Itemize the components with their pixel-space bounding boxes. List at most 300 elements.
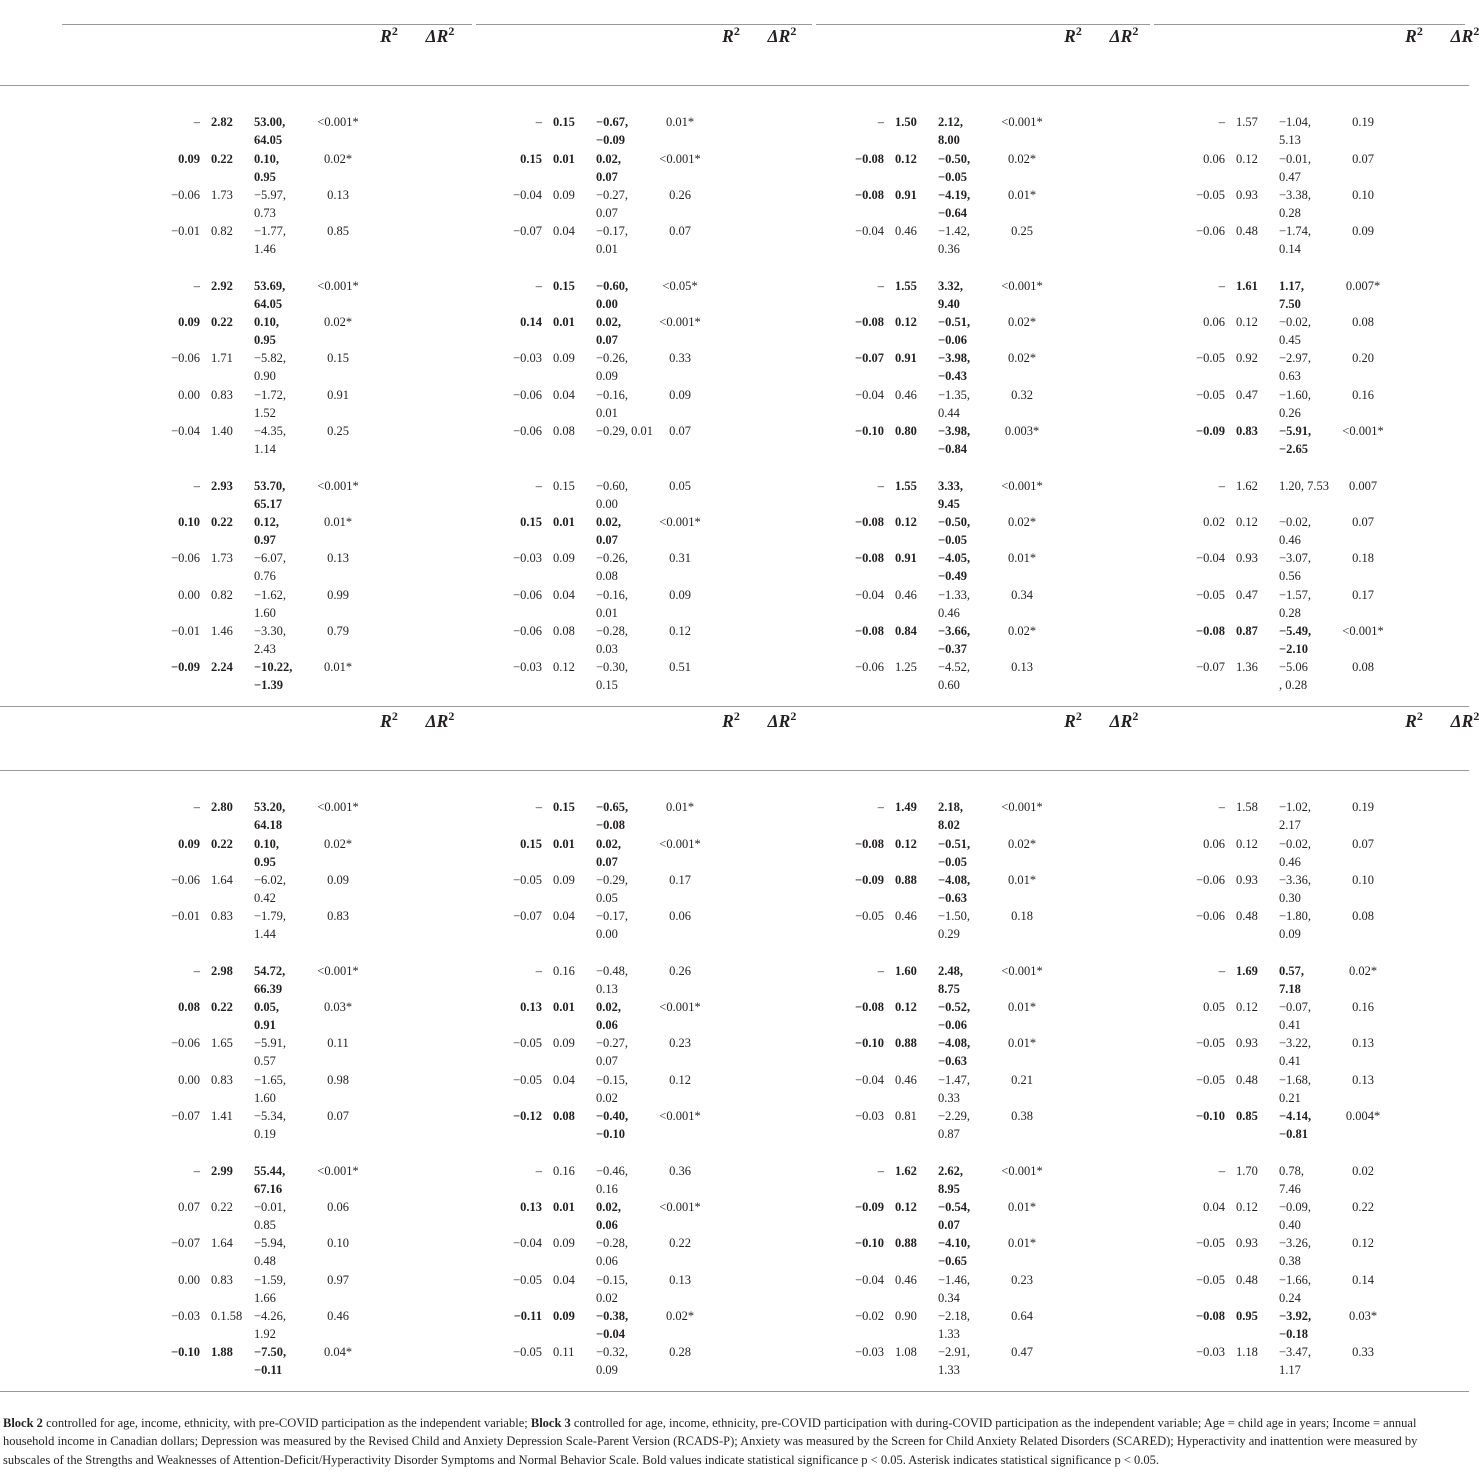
beta-value: −0.04	[855, 224, 884, 239]
se-value: 0.09	[553, 1236, 575, 1251]
ci-value: 3.32,	[938, 278, 963, 293]
ci-value: −5.06	[1279, 660, 1308, 675]
p-value: 0.33	[669, 351, 691, 366]
beta-value: 0.13	[520, 1000, 542, 1015]
p-value: 0.13	[327, 551, 349, 566]
ci-value: 0.02,	[596, 514, 621, 529]
p-value: 0.25	[1011, 224, 1033, 239]
ci-value: −4.10,	[938, 1236, 971, 1251]
ci-value: 0.26	[1279, 405, 1301, 420]
beta-value: −0.08	[855, 551, 884, 566]
ci-value: 0.06	[596, 1254, 618, 1269]
se-value: 1.36	[1236, 660, 1258, 675]
se-value: 1.25	[895, 660, 917, 675]
ci-value: −0.65	[938, 1254, 967, 1269]
beta-value: −0.10	[855, 1036, 884, 1051]
ci-value: −5.91,	[1279, 424, 1312, 438]
p-value: 0.02*	[1348, 963, 1378, 978]
se-value: 0.12	[895, 1000, 917, 1015]
beta-value: 0.09	[178, 315, 200, 330]
beta-value: –	[1218, 478, 1225, 493]
se-value: 0.12	[1236, 151, 1258, 166]
ci-value: 7.46	[1279, 1181, 1301, 1196]
ci-value: −10.22,	[254, 660, 293, 675]
ci-value: −3.07,	[1279, 551, 1312, 566]
table-rule	[0, 770, 1469, 771]
ci-value: −0.28,	[596, 623, 629, 638]
se-value: 0.93	[1236, 187, 1258, 202]
ci-value: 0.76	[254, 569, 276, 584]
ci-value: −4.14,	[1279, 1109, 1312, 1123]
beta-value: −0.08	[855, 151, 884, 166]
beta-value: −0.04	[855, 387, 884, 402]
p-value: <0.001*	[659, 315, 701, 330]
ci-value: 1.44	[254, 927, 276, 942]
se-value: 0.48	[1236, 1072, 1258, 1087]
p-value: 0.05	[669, 478, 691, 493]
p-value: 0.02*	[1007, 836, 1037, 851]
p-value: <0.001*	[1001, 963, 1043, 978]
ci-value: −0.49	[938, 569, 967, 584]
p-value: 0.19	[1352, 115, 1374, 130]
beta-value: –	[877, 800, 884, 815]
se-value: 1.49	[895, 800, 917, 815]
p-value: 0.07	[1352, 836, 1374, 851]
p-value: <0.001*	[659, 1000, 701, 1015]
ci-value: −6.07,	[254, 551, 287, 566]
beta-value: 0.00	[178, 1072, 200, 1087]
se-value: 0.80	[895, 424, 917, 438]
beta-value: 0.07	[178, 1199, 200, 1214]
beta-value: −0.06	[1196, 224, 1225, 239]
ci-value: −0.29,	[596, 872, 629, 887]
p-value: 0.38	[1011, 1109, 1033, 1123]
ci-value: −0.07,	[1279, 1000, 1312, 1015]
se-value: 1.70	[1236, 1163, 1258, 1178]
beta-value: −0.05	[855, 909, 884, 924]
beta-value: −0.08	[855, 623, 884, 638]
ci-value: 0.02,	[596, 151, 621, 166]
ci-value: −0.63	[938, 1054, 967, 1069]
ci-value: , 0.28	[1279, 678, 1308, 693]
se-value: 0.87	[1236, 623, 1258, 638]
ci-value: 0.14	[1279, 242, 1301, 257]
ci-value: 2.48,	[938, 963, 963, 978]
beta-value: −0.08	[1196, 623, 1225, 638]
ci-value: −6.02,	[254, 872, 287, 887]
p-value: 0.18	[1011, 909, 1033, 924]
se-value: 0.12	[553, 660, 575, 675]
p-value: 0.26	[669, 963, 691, 978]
p-value: 0.13	[327, 187, 349, 202]
ci-value: 0.90	[254, 369, 276, 384]
ci-value: −0.15,	[596, 1272, 629, 1287]
footnote-text: controlled for age, income, ethnicity, with pre-COVID participation as the independent variable;	[42, 1415, 531, 1430]
beta-value: –	[1218, 963, 1225, 978]
beta-value: 0.08	[178, 1000, 200, 1015]
se-value: 0.84	[895, 623, 917, 638]
beta-value: −0.03	[1196, 1345, 1225, 1360]
ci-value: 0.28	[1279, 605, 1301, 620]
se-value: 0.92	[1236, 351, 1258, 366]
beta-value: −0.01	[171, 623, 200, 638]
ci-value: −1.62,	[254, 587, 287, 602]
se-value: 2.99	[211, 1163, 233, 1178]
ci-value: 0.78,	[1279, 1163, 1304, 1178]
p-value: 0.007	[1348, 478, 1378, 493]
ci-value: 0.47	[1279, 169, 1301, 184]
ci-value: −4.08,	[938, 1036, 971, 1051]
ci-value: −3.98,	[938, 424, 971, 438]
p-value: 0.36	[669, 1163, 691, 1178]
ci-value: 2.12,	[938, 115, 963, 130]
beta-value: –	[193, 800, 200, 815]
ci-value: −3.66,	[938, 623, 971, 638]
se-value: 0.01	[553, 151, 575, 166]
ci-value: 0.02	[596, 1290, 618, 1305]
beta-value: −0.10	[855, 424, 884, 438]
ci-value: 0.07	[596, 854, 618, 869]
beta-value: −0.05	[1196, 1272, 1225, 1287]
ci-value: 0.24	[1279, 1290, 1301, 1305]
p-value: 0.03*	[1348, 1308, 1378, 1323]
beta-value: 0.02	[1203, 514, 1225, 529]
ci-value: −3.30,	[254, 623, 287, 638]
ci-value: −1.47,	[938, 1072, 971, 1087]
p-value: 0.13	[1352, 1072, 1374, 1087]
ci-value: 0.36	[938, 242, 960, 257]
p-value: 0.99	[327, 587, 349, 602]
ci-value: −0.51,	[938, 315, 971, 330]
beta-value: −0.06	[855, 660, 884, 675]
p-value: 0.83	[327, 909, 349, 924]
beta-value: −0.04	[513, 1236, 542, 1251]
ci-value: 0.16	[596, 1181, 618, 1196]
se-value: 0.88	[895, 1236, 917, 1251]
ci-value: 0.07	[596, 532, 618, 547]
ci-value: −5.91,	[254, 1036, 287, 1051]
ci-value: 0.91	[254, 1018, 276, 1033]
se-value: 2.98	[211, 963, 233, 978]
se-value: 0.12	[1236, 836, 1258, 851]
ci-value: 0.01	[596, 405, 618, 420]
p-value: 0.08	[1352, 315, 1374, 330]
ci-value: 0.02,	[596, 836, 621, 851]
ci-value: −0.11	[254, 1363, 283, 1378]
p-value: 0.02*	[1007, 151, 1037, 166]
p-value: 0.51	[669, 660, 691, 675]
ci-value: 0.56	[1279, 569, 1301, 584]
se-value: 0.46	[895, 1272, 917, 1287]
beta-value: –	[1218, 278, 1225, 293]
ci-value: 0.08	[596, 569, 618, 584]
p-value: 0.03*	[323, 1000, 353, 1015]
beta-value: 0.00	[178, 1272, 200, 1287]
se-value: 0.46	[895, 224, 917, 239]
ci-value: −0.60,	[596, 478, 629, 493]
ci-value: 1.52	[254, 405, 276, 420]
footnote-text: controlled for age, income, ethnicity, pre-COVID participation with during-COVID participation as the independent variable; Age = child age in years; Income = annual household income in Canadian dollars; Depression was measured by the Revised Child and Anxiety Depression Scale-Parent Version (RCADS-P); Anxiety was measured by the Screen for Child Anxiety Related Disorders (SCARED); Hyperactivity and inattention were measured by subscales of the Strengths and Weaknesses of Attention-Deficit/Hyperactivity Disorder Symptoms and Normal Behavior Scale. Bold values indicate statistical significance p < 0.05. Asterisk indicates statistical significance p < 0.05.	[3, 1415, 1418, 1467]
footnote-bold: Block 3	[530, 1415, 571, 1430]
ci-value: −1.50,	[938, 909, 971, 924]
se-value: 1.46	[211, 623, 233, 638]
ci-value: 0.95	[254, 333, 276, 348]
beta-value: –	[193, 963, 200, 978]
group-underline	[816, 24, 1150, 25]
ci-value: 0.38	[1279, 1254, 1301, 1269]
p-value: 0.06	[327, 1199, 349, 1214]
ci-value: −0.26,	[596, 351, 629, 366]
beta-value: −0.06	[513, 424, 542, 438]
ci-value: −7.50,	[254, 1345, 287, 1360]
ci-value: −0.09,	[1279, 1199, 1312, 1214]
ci-value: 53.20,	[254, 800, 286, 815]
ci-value: −0.63	[938, 890, 967, 905]
beta-value: −0.09	[171, 660, 200, 675]
se-value: 0.04	[553, 587, 575, 602]
ci-value: −0.05	[938, 532, 967, 547]
p-value: 0.31	[669, 551, 691, 566]
se-value: 1.62	[1236, 478, 1258, 493]
p-value: 0.13	[1011, 660, 1033, 675]
ci-value: −3.98,	[938, 351, 971, 366]
beta-value: −0.06	[171, 187, 200, 202]
beta-value: 0.10	[178, 514, 200, 529]
se-value: 0.48	[1236, 1272, 1258, 1287]
p-value: <0.001*	[317, 478, 359, 493]
dr2-header: $\Delta R^2$	[1450, 24, 1479, 46]
ci-value: −0.40,	[596, 1109, 629, 1123]
ci-value: 0.15	[596, 678, 618, 693]
ci-value: 0.41	[1279, 1054, 1301, 1069]
r2-header: $R^2$	[1064, 709, 1082, 731]
se-value: 0.85	[1236, 1109, 1258, 1123]
se-value: 0.91	[895, 187, 917, 202]
se-value: 0.16	[553, 1163, 575, 1178]
p-value: 0.85	[327, 224, 349, 239]
beta-value: 0.09	[178, 836, 200, 851]
se-value: 0.04	[553, 1072, 575, 1087]
ci-value: −5.94,	[254, 1236, 287, 1251]
beta-value: −0.05	[513, 1072, 542, 1087]
ci-value: 55.44,	[254, 1163, 286, 1178]
beta-value: –	[535, 963, 542, 978]
ci-value: −3.26,	[1279, 1236, 1312, 1251]
beta-value: −0.09	[1196, 424, 1225, 438]
se-value: 0.08	[553, 1109, 575, 1123]
ci-value: 9.45	[938, 496, 960, 511]
se-value: 1.55	[895, 278, 917, 293]
p-value: 0.14	[1352, 1272, 1374, 1287]
ci-value: 2.18,	[938, 800, 963, 815]
se-value: 0.82	[211, 587, 233, 602]
ci-value: −0.26,	[596, 551, 629, 566]
se-value: 0.47	[1236, 587, 1258, 602]
ci-value: 66.39	[254, 981, 283, 996]
ci-value: 0.63	[1279, 369, 1301, 384]
p-value: 0.01*	[1007, 1000, 1037, 1015]
ci-value: 0.02,	[596, 1000, 621, 1015]
beta-value: 0.15	[520, 151, 542, 166]
ci-value: 1.60	[254, 1090, 276, 1105]
se-value: 0.1.58	[211, 1308, 243, 1323]
ci-value: −0.50,	[938, 514, 971, 529]
ci-value: 0.09	[1279, 927, 1301, 942]
ci-value: 53.70,	[254, 478, 286, 493]
ci-value: 0.01	[596, 242, 618, 257]
beta-value: −0.04	[855, 1272, 884, 1287]
se-value: 0.09	[553, 1308, 575, 1323]
se-value: 0.04	[553, 1272, 575, 1287]
ci-value: 64.05	[254, 296, 283, 311]
se-value: 0.01	[553, 514, 575, 529]
ci-value: 0.07	[596, 169, 618, 184]
p-value: 0.64	[1011, 1308, 1033, 1323]
se-value: 0.48	[1236, 909, 1258, 924]
ci-value: −0.28,	[596, 1236, 629, 1251]
p-value: 0.23	[1011, 1272, 1033, 1287]
beta-value: −0.10	[855, 1236, 884, 1251]
ci-value: 1.46	[254, 242, 276, 257]
ci-value: 0.07	[596, 1054, 618, 1069]
p-value: 0.01*	[665, 115, 695, 130]
ci-value: −1.33,	[938, 587, 971, 602]
ci-value: 0.12,	[254, 514, 279, 529]
ci-value: 0.07	[596, 333, 618, 348]
ci-value: −1.65,	[254, 1072, 287, 1087]
beta-value: −0.07	[513, 909, 542, 924]
se-value: 0.22	[211, 1199, 233, 1214]
ci-value: 7.18	[1279, 981, 1301, 996]
dr2-header: $\Delta R^2$	[767, 709, 797, 731]
ci-value: −1.46,	[938, 1272, 971, 1287]
p-value: 0.004*	[1345, 1109, 1381, 1123]
ci-value: 0.02,	[596, 1199, 621, 1214]
p-value: 0.04*	[323, 1345, 353, 1360]
p-value: 0.91	[327, 387, 349, 402]
ci-value: 0.46	[1279, 532, 1301, 547]
p-value: 0.33	[1352, 1345, 1374, 1360]
p-value: 0.02*	[323, 315, 353, 330]
p-value: 0.97	[327, 1272, 349, 1287]
p-value: 0.22	[1352, 1199, 1374, 1214]
beta-value: −0.07	[513, 224, 542, 239]
p-value: <0.001*	[317, 278, 359, 293]
beta-value: –	[877, 478, 884, 493]
ci-value: −2.29,	[938, 1109, 971, 1123]
beta-value: −0.06	[171, 351, 200, 366]
beta-value: 0.15	[520, 514, 542, 529]
beta-value: −0.05	[1196, 587, 1225, 602]
ci-value: −4.35,	[254, 424, 287, 438]
beta-value: 0.09	[178, 151, 200, 166]
p-value: 0.15	[327, 351, 349, 366]
ci-value: −4.08,	[938, 872, 971, 887]
ci-value: −3.47,	[1279, 1345, 1312, 1360]
beta-value: −0.03	[855, 1345, 884, 1360]
ci-value: 64.05	[254, 133, 283, 148]
p-value: 0.10	[1352, 872, 1374, 887]
beta-value: −0.02	[855, 1308, 884, 1323]
se-value: 0.48	[1236, 224, 1258, 239]
ci-value: −0.27,	[596, 1036, 629, 1051]
beta-value: −0.03	[513, 660, 542, 675]
ci-value: 0.13	[596, 981, 618, 996]
beta-value: –	[1218, 800, 1225, 815]
ci-value: −3.92,	[1279, 1308, 1312, 1323]
beta-value: −0.06	[171, 1036, 200, 1051]
ci-value: −0.84	[938, 442, 967, 456]
r2-header: $R^2$	[1064, 24, 1082, 46]
ci-value: −0.06	[938, 333, 967, 348]
ci-value: 0.29	[938, 927, 960, 942]
se-value: 0.12	[1236, 315, 1258, 330]
ci-value: −0.02,	[1279, 836, 1312, 851]
dr2-header: $\Delta R^2$	[1109, 24, 1139, 46]
ci-value: −0.65,	[596, 800, 629, 815]
p-value: 0.01*	[665, 800, 695, 815]
se-value: 0.01	[553, 1199, 575, 1214]
ci-value: 7.50	[1279, 296, 1301, 311]
p-value: <0.001*	[659, 1199, 701, 1214]
p-value: 0.01*	[1007, 551, 1037, 566]
ci-value: 0.10,	[254, 836, 279, 851]
p-value: 0.02*	[323, 151, 353, 166]
p-value: 0.003*	[1004, 424, 1040, 438]
ci-value: −5.34,	[254, 1109, 287, 1123]
p-value: 0.01*	[1007, 872, 1037, 887]
p-value: <0.05*	[662, 278, 698, 293]
ci-value: 0.41	[1279, 1018, 1301, 1033]
ci-value: 0.07	[938, 1217, 960, 1232]
se-value: 1.60	[895, 963, 917, 978]
ci-value: 1.17	[1279, 1363, 1301, 1378]
p-value: 0.21	[1011, 1072, 1033, 1087]
se-value: 0.22	[211, 315, 233, 330]
p-value: 0.09	[1352, 224, 1374, 239]
beta-value: −0.06	[1196, 909, 1225, 924]
ci-value: 8.02	[938, 818, 960, 833]
ci-value: 9.40	[938, 296, 960, 311]
beta-value: 0.00	[178, 387, 200, 402]
beta-value: 0.00	[178, 587, 200, 602]
p-value: 0.01*	[323, 514, 353, 529]
ci-value: −0.08	[596, 818, 625, 833]
ci-value: 0.01	[596, 605, 618, 620]
se-value: 0.46	[895, 909, 917, 924]
ci-value: 0.97	[254, 532, 276, 547]
beta-value: 0.06	[1203, 315, 1225, 330]
ci-value: −5.97,	[254, 187, 287, 202]
ci-value: 3.33,	[938, 478, 963, 493]
beta-value: –	[877, 278, 884, 293]
p-value: <0.001*	[1001, 800, 1043, 815]
ci-value: −0.81	[1279, 1127, 1308, 1141]
ci-value: 0.06	[596, 1217, 618, 1232]
ci-value: 53.69,	[254, 278, 286, 293]
se-value: 0.09	[553, 872, 575, 887]
se-value: 1.57	[1236, 115, 1258, 130]
p-value: 0.007*	[1345, 278, 1381, 293]
se-value: 0.09	[553, 187, 575, 202]
se-value: 0.08	[553, 623, 575, 638]
beta-value: 0.06	[1203, 836, 1225, 851]
beta-value: −0.05	[1196, 187, 1225, 202]
ci-value: 2.17	[1279, 818, 1301, 833]
se-value: 0.83	[1236, 424, 1258, 438]
se-value: 0.93	[1236, 1236, 1258, 1251]
ci-value: 0.00	[596, 927, 618, 942]
